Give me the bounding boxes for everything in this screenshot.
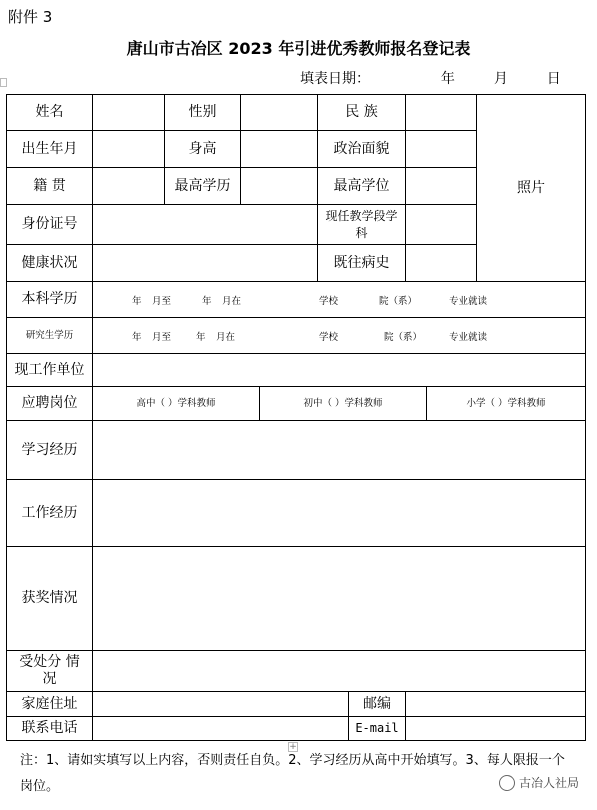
birth-label: 出生年月 — [6, 130, 93, 168]
photo-label: 照片 — [517, 179, 545, 196]
punishment-field[interactable] — [92, 650, 586, 692]
graduate-year-from: 年 — [132, 331, 142, 343]
undergrad-major: 专业就读 — [449, 295, 488, 307]
registration-form — [6, 94, 586, 741]
ethnicity-label: 民 族 — [317, 94, 406, 131]
graduate-year-to: 年 — [196, 331, 206, 343]
birth-field[interactable] — [92, 130, 165, 168]
postcode-label: 邮编 — [348, 691, 406, 717]
height-label: 身高 — [164, 130, 241, 168]
height-field[interactable] — [240, 130, 318, 168]
address-field[interactable] — [92, 691, 349, 717]
wechat-logo-icon — [499, 775, 515, 791]
political-label: 政治面貌 — [317, 130, 406, 168]
date-month: 月 — [493, 71, 508, 87]
graduate-month-to: 月在 — [216, 331, 236, 343]
undergrad-year-from: 年 — [132, 295, 142, 307]
study-history-field[interactable] — [92, 420, 586, 480]
undergrad-label: 本科学历 — [6, 281, 93, 318]
form-title: 唐山市古冶区 2023 年引进优秀教师报名登记表 — [126, 39, 471, 58]
punishment-label: 受处分 情况 — [6, 650, 93, 692]
position-high-school[interactable]: 高中（ ）学科教师 — [92, 386, 260, 421]
position-primary-school[interactable]: 小学（ ）学科教师 — [426, 386, 586, 421]
current-unit-field[interactable] — [92, 353, 586, 387]
undergrad-month-to: 月在 — [222, 295, 242, 307]
phone-label: 联系电话 — [6, 716, 93, 741]
id-number-label: 身份证号 — [6, 204, 93, 245]
undergrad-month-from: 月至 — [152, 295, 172, 307]
gender-field[interactable] — [240, 94, 318, 131]
medical-history-label: 既往病史 — [317, 244, 406, 282]
id-number-field[interactable] — [92, 204, 318, 245]
work-history-field[interactable] — [92, 479, 586, 547]
study-history-label: 学习经历 — [6, 420, 93, 480]
teaching-subject-field[interactable] — [405, 204, 477, 245]
graduate-major: 专业就读 — [449, 331, 488, 343]
health-field[interactable] — [92, 244, 318, 282]
position-label: 应聘岗位 — [6, 386, 93, 421]
graduate-dept: 院（系） — [384, 331, 423, 343]
current-unit-label: 现工作单位 — [6, 353, 93, 387]
work-history-label: 工作经历 — [6, 479, 93, 547]
highest-edu-field[interactable] — [240, 167, 318, 205]
teaching-subject-label: 现任教学段学科 — [317, 204, 406, 245]
date-day: 日 — [546, 71, 561, 87]
gender-label: 性别 — [164, 94, 241, 131]
position-middle-school[interactable]: 初中（ ）学科教师 — [259, 386, 427, 421]
highest-edu-label: 最高学历 — [164, 167, 241, 205]
name-field[interactable] — [92, 94, 165, 131]
graduate-month-from: 月至 — [152, 331, 172, 343]
name-label: 姓名 — [6, 94, 93, 131]
native-label: 籍 贯 — [6, 167, 93, 205]
native-field[interactable] — [92, 167, 165, 205]
date-label: 填表日期： — [300, 71, 370, 87]
awards-field[interactable] — [92, 546, 586, 651]
table-anchor-marker — [0, 78, 7, 87]
medical-history-field[interactable] — [405, 244, 477, 282]
attachment-label: 附件 3 — [8, 8, 53, 26]
watermark — [499, 774, 579, 791]
graduate-label: 研究生学历 — [6, 317, 93, 354]
photo-box[interactable] — [476, 94, 586, 282]
date-year: 年 — [440, 71, 455, 87]
footer-note: 注：1、请如实填写以上内容，否则责任自负。2、学习经历从高中开始填写。3、每人限报一个岗位。 — [20, 753, 565, 794]
graduate-school: 学校 — [319, 331, 339, 343]
undergrad-year-to: 年 — [202, 295, 212, 307]
awards-label: 获奖情况 — [6, 546, 93, 651]
postcode-field[interactable] — [405, 691, 586, 717]
political-field[interactable] — [405, 130, 477, 168]
highest-degree-field[interactable] — [405, 167, 477, 205]
email-label: E-mail — [348, 716, 406, 741]
table-resize-marker: + — [289, 742, 297, 752]
phone-field[interactable] — [92, 716, 349, 741]
address-label: 家庭住址 — [6, 691, 93, 717]
ethnicity-field[interactable] — [405, 94, 477, 131]
health-label: 健康状况 — [6, 244, 93, 282]
undergrad-dept: 院（系） — [379, 295, 418, 307]
watermark-text: 古冶人社局 — [518, 776, 579, 790]
undergrad-school: 学校 — [319, 295, 339, 307]
email-field[interactable] — [405, 716, 586, 741]
highest-degree-label: 最高学位 — [317, 167, 406, 205]
date-row — [300, 68, 561, 88]
